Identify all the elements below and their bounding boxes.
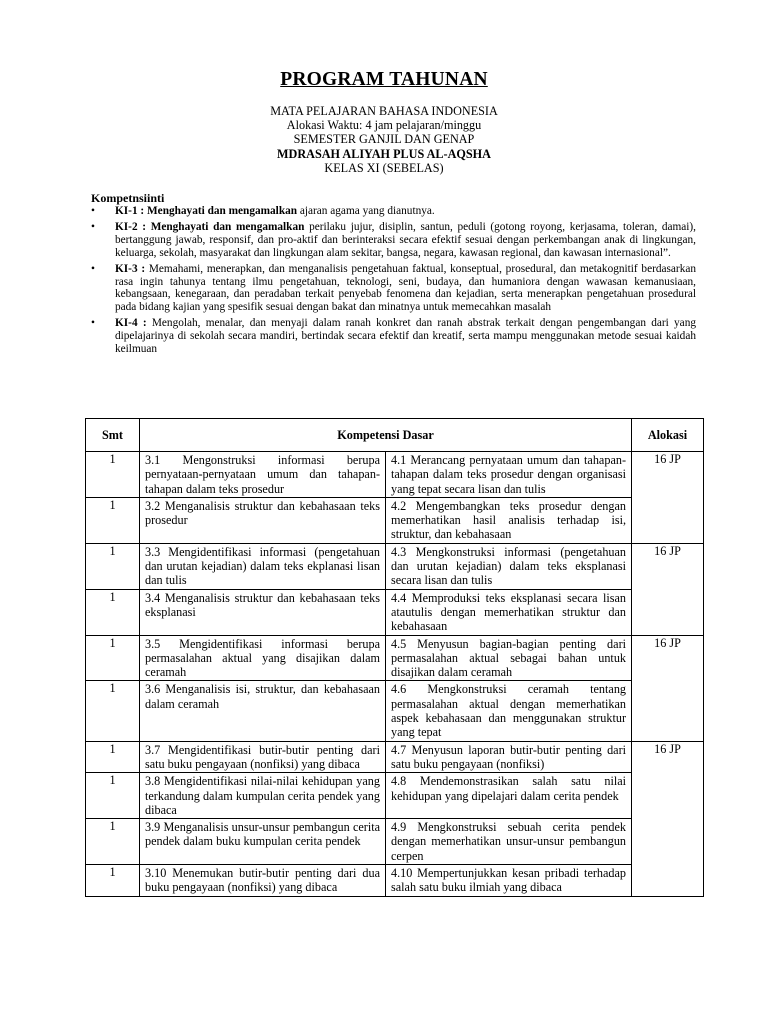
kd-table: [85, 418, 704, 897]
cell-kd-3: 3.6 Menganalisis isi, struktur, dan kebahasaan dalam ceramah: [140, 681, 386, 741]
cell-kd-4: 4.8 Mendemonstrasikan salah satu nilai kehidupan yang dipelajari dalam cerita pendek: [386, 773, 632, 819]
subtitle-line: SEMESTER GANJIL DAN GENAP: [293, 132, 475, 147]
bullet-icon: •: [91, 205, 95, 217]
table-header-row: [86, 419, 704, 452]
ki-label: KI-2 :: [115, 220, 147, 233]
cell-smt: 1: [86, 773, 140, 819]
bullet-icon: •: [91, 317, 95, 330]
ki-item: [91, 263, 696, 315]
ki-list: [91, 205, 696, 359]
cell-smt: 1: [86, 819, 140, 865]
cell-kd-4: 4.10 Mempertunjukkan kesan pribadi terhadap salah satu buku ilmiah yang dibaca: [386, 865, 632, 897]
cell-smt: 1: [86, 681, 140, 741]
page-title: PROGRAM TAHUNAN: [280, 69, 488, 90]
subtitle-block: [0, 104, 768, 175]
ki-label: KI-3 :: [115, 262, 146, 275]
bullet-icon: •: [91, 220, 95, 233]
header-kompetensi-dasar: Kompetensi Dasar: [140, 419, 632, 452]
header-smt: Smt: [86, 419, 140, 452]
header-alokasi: Alokasi: [632, 419, 704, 452]
cell-kd-4: 4.6 Mengkonstruksi ceramah tentang permasalahan aktual dengan memerhatikan aspek kebahasaan dan menggunakan struktur yang tepat: [386, 681, 632, 741]
table-row: [86, 497, 704, 543]
subtitle-line: MDRASAH ALIYAH PLUS AL-AQSHA: [277, 146, 491, 161]
ki-text: ajaran agama yang dianutnya.: [297, 205, 435, 217]
cell-kd-4: 4.4 Memproduksi teks eksplanasi secara lisan atautulis dengan memerhatikan struktur dan kebahasaan: [386, 589, 632, 635]
ki-text: perilaku jujur, disiplin, santun, peduli (gotong royong, kerjasama, toleran, damai), bertanggung jawab, responsif, dan pro-aktif dan berinteraksi secara efektif sesuai dengan perkembangan anak di lingkungan, keluarga, sekolah, masyarakat dan lingkungan alam sekitar, bangsa, negara, kawasan regional, dan kawasan internasional”.: [115, 220, 697, 259]
table-row: [86, 819, 704, 865]
cell-smt: 1: [86, 452, 140, 498]
cell-kd-3: 3.4 Menganalisis struktur dan kebahasaan teks eksplanasi: [140, 589, 386, 635]
ki-text: Memahami, menerapkan, dan menganalisis pengetahuan faktual, konseptual, prosedural, dan metakognitif berdasarkan rasa ingin tahunya tentang ilmu pengetahuan, teknologi, seni, budaya, dan humaniora dengan wawasan kemanusiaan, kebangsaan, kenegaraan, dan peradaban terkait penyebab fenomena dan kejadian, serta menerapkan pengetahuan prosedural pada bidang kajian yang spesifik sesuai dengan bakat dan minatnya untuk memecahkan masalah: [115, 262, 696, 314]
cell-smt: 1: [86, 543, 140, 589]
subtitle-line: Alokasi Waktu: 4 jam pelajaran/minggu: [286, 118, 482, 133]
bullet-icon: •: [91, 262, 95, 275]
cell-kd-4: 4.2 Mengembangkan teks prosedur dengan memerhatikan hasil analisis terhadap isi, struktur, dan kebahasaan: [386, 497, 632, 543]
table-row: [86, 543, 704, 589]
ki-item: [91, 317, 696, 356]
table-row: [86, 589, 704, 635]
cell-alokasi: 16 JP: [632, 635, 704, 741]
ki-label: KI-4 :: [115, 317, 147, 330]
cell-smt: 1: [86, 589, 140, 635]
cell-kd-4: 4.3 Mengkonstruksi informasi (pengetahuan dan urutan kejadian) dalam teks eksplanasi secara lisan dan tulis: [386, 543, 632, 589]
cell-kd-3: 3.8 Mengidentifikasi nilai-nilai kehidupan yang terkandung dalam kumpulan cerita pendek yang dibaca: [140, 773, 386, 819]
cell-alokasi: 16 JP: [632, 543, 704, 635]
cell-kd-3: 3.10 Menemukan butir-butir penting dari dua buku pengayaan (nonfiksi) yang dibaca: [140, 865, 386, 897]
ki-bold-lead: Menghayati dan mengamalkan: [150, 220, 305, 233]
table-row: [86, 773, 704, 819]
cell-kd-3: 3.1 Mengonstruksi informasi berupa pernyataan-pernyataan umum dan tahapan-tahapan dalam teks prosedur: [140, 452, 386, 498]
cell-kd-3: 3.7 Mengidentifikasi butir-butir penting dari satu buku pengayaan (nonfiksi) yang dibaca: [140, 741, 386, 773]
cell-smt: 1: [86, 741, 140, 773]
cell-alokasi: 16 JP: [632, 452, 704, 544]
table-row: [86, 635, 704, 681]
table-row: [86, 865, 704, 897]
subtitle-line: MATA PELAJARAN BAHASA INDONESIA: [270, 104, 498, 118]
cell-smt: 1: [86, 865, 140, 897]
subtitle-line: KELAS XI (SEBELAS): [324, 160, 444, 175]
ki-bold-lead: Menghayati dan mengamalkan: [147, 205, 298, 217]
cell-kd-3: 3.2 Menganalisis struktur dan kebahasaan teks prosedur: [140, 497, 386, 543]
cell-kd-3: 3.5 Mengidentifikasi informasi berupa permasalahan aktual yang disajikan dalam ceramah: [140, 635, 386, 681]
cell-kd-4: 4.5 Menyusun bagian-bagian penting dari permasalahan aktual sebagai bahan untuk disajikan dalam ceramah: [386, 635, 632, 681]
ki-text: Mengolah, menalar, dan menyaji dalam ranah konkret dan ranah abstrak terkait dengan pengembangan dari yang dipelajarinya di sekolah secara mandiri, bertindak secara efektif dan kreatif, serta mampu menggunakan metode sesuai kaidah keilmuan: [115, 317, 696, 356]
cell-smt: 1: [86, 635, 140, 681]
ki-label: KI-1 :: [115, 205, 145, 217]
cell-kd-4: 4.1 Merancang pernyataan umum dan tahapan-tahapan dalam teks prosedur dengan organisasi yang tepat secara lisan dan tulis: [386, 452, 632, 498]
ki-item: [91, 221, 696, 260]
cell-kd-3: 3.9 Menganalisis unsur-unsur pembangun cerita pendek dalam buku kumpulan cerita pendek: [140, 819, 386, 865]
ki-item: [91, 205, 696, 218]
cell-alokasi: 16 JP: [632, 741, 704, 896]
table-row: [86, 741, 704, 773]
table-row: [86, 681, 704, 741]
ki-heading: Kompetnsiinti: [91, 191, 165, 205]
cell-kd-4: 4.9 Mengkonstruksi sebuah cerita pendek dengan memerhatikan unsur-unsur pembangun cerpen: [386, 819, 632, 865]
cell-kd-3: 3.3 Mengidentifikasi informasi (pengetahuan dan urutan kejadian) dalam teks ekplanasi lisan dan tulis: [140, 543, 386, 589]
table-row: [86, 452, 704, 498]
cell-smt: 1: [86, 497, 140, 543]
cell-kd-4: 4.7 Menyusun laporan butir-butir penting dari satu buku pengayaan (nonfiksi): [386, 741, 632, 773]
